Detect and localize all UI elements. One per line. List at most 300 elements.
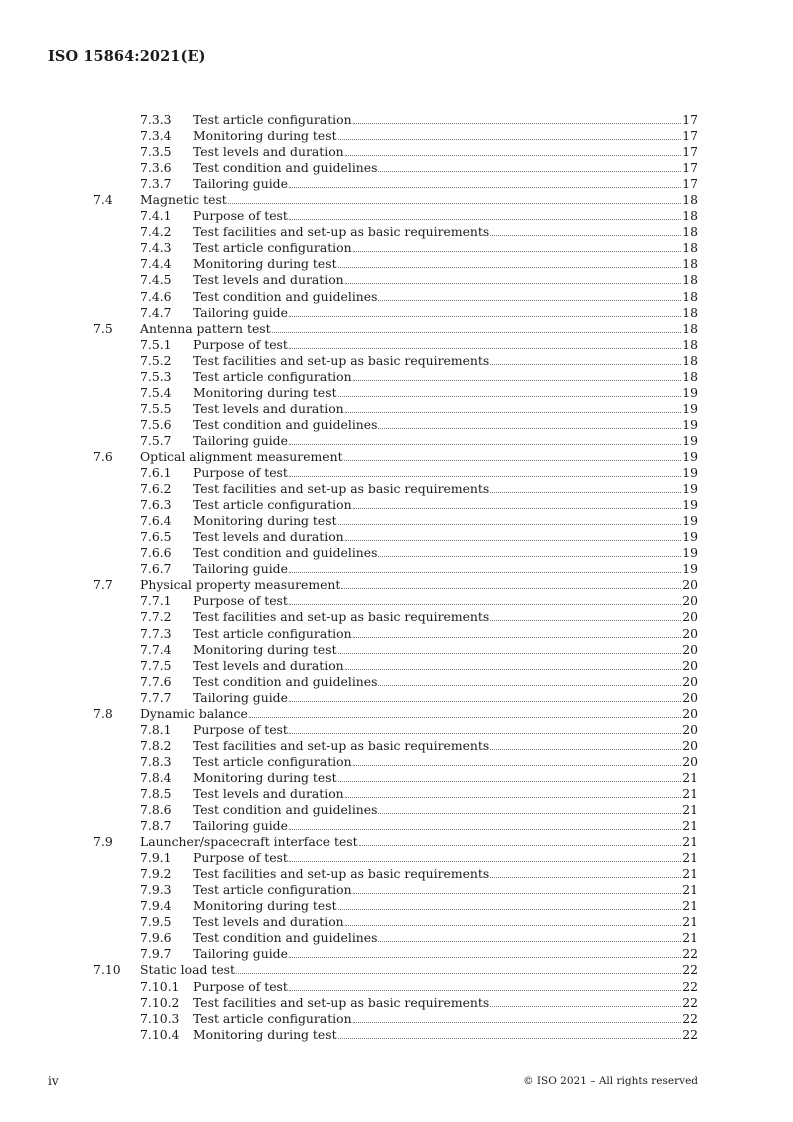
toc-entry-page: 18 <box>682 240 698 256</box>
toc-entry[interactable] <box>0 449 793 465</box>
toc-entry-title: Test article configuration <box>193 753 352 769</box>
toc-entry-title: Tailoring guide <box>193 432 288 448</box>
toc-entry[interactable] <box>0 850 793 866</box>
toc-dot-leader <box>353 112 681 124</box>
toc-entry-line <box>193 979 698 995</box>
toc-entry-number: 7.8.3 <box>140 753 172 769</box>
toc-entry-number: 7.4.5 <box>140 272 172 288</box>
toc-entry-line <box>193 305 698 321</box>
toc-entry[interactable] <box>0 417 793 433</box>
toc-entry-line <box>140 192 698 208</box>
toc-entry-page: 22 <box>682 962 698 978</box>
toc-dot-leader <box>353 497 681 509</box>
toc-entry-page: 21 <box>682 818 698 834</box>
toc-entry-number: 7.10.3 <box>140 1010 180 1026</box>
toc-entry[interactable] <box>0 658 793 674</box>
toc-entry-number: 7.4.3 <box>140 240 172 256</box>
toc-entry[interactable] <box>0 593 793 609</box>
toc-entry-number: 7.4.4 <box>140 256 172 272</box>
toc-entry[interactable] <box>0 337 793 353</box>
toc-entry[interactable] <box>0 224 793 240</box>
toc-entry-line <box>193 786 698 802</box>
toc-entry-line <box>193 561 698 577</box>
toc-entry-number: 7.8.1 <box>140 721 172 737</box>
toc-entry[interactable] <box>0 642 793 658</box>
toc-entry[interactable] <box>0 401 793 417</box>
toc-entry-line <box>193 818 698 834</box>
toc-entry-title: Purpose of test <box>193 978 288 994</box>
toc-dot-leader <box>289 176 681 188</box>
toc-entry-title: Test levels and duration <box>193 529 344 545</box>
toc-entry-title: Purpose of test <box>193 208 288 224</box>
toc-entry-line <box>193 208 698 224</box>
toc-entry-number: 7.4.1 <box>140 208 172 224</box>
toc-entry-title: Monitoring during test <box>193 384 337 400</box>
toc-entry[interactable] <box>0 738 793 754</box>
toc-dot-leader <box>289 465 681 477</box>
toc-entry-number: 7.7.2 <box>140 609 172 625</box>
toc-entry-title: Test condition and guidelines <box>193 930 378 946</box>
toc-entry[interactable] <box>0 144 793 160</box>
toc-entry-number: 7.8.7 <box>140 818 172 834</box>
toc-entry-line <box>140 706 698 722</box>
toc-dot-leader <box>338 513 681 525</box>
toc-entry[interactable] <box>0 208 793 224</box>
toc-dot-leader <box>490 481 681 493</box>
toc-dot-leader <box>338 1027 681 1039</box>
toc-entry[interactable] <box>0 240 793 256</box>
toc-entry-number: 7.6.7 <box>140 561 172 577</box>
toc-entry-line <box>193 497 698 513</box>
toc-entry[interactable] <box>0 882 793 898</box>
toc-entry-line <box>193 176 698 192</box>
toc-entry-title: Test levels and duration <box>193 272 344 288</box>
toc-entry-page: 20 <box>682 609 698 625</box>
toc-entry-page: 21 <box>682 866 698 882</box>
toc-dot-leader <box>378 545 681 557</box>
toc-entry-page: 22 <box>682 978 698 994</box>
toc-entry-number: 7.6.4 <box>140 513 172 529</box>
toc-entry[interactable] <box>0 1011 793 1027</box>
toc-entry-line <box>193 240 698 256</box>
toc-dot-leader <box>353 882 681 894</box>
toc-entry-page: 17 <box>682 176 698 192</box>
toc-entry-line <box>140 962 698 978</box>
toc-entry-line <box>193 337 698 353</box>
toc-entry-title: Tailoring guide <box>193 176 288 192</box>
toc-entry-number: 7.6.6 <box>140 545 172 561</box>
toc-entry-title: Magnetic test <box>140 192 227 208</box>
toc-entry-page: 18 <box>682 304 698 320</box>
toc-dot-leader <box>345 658 681 670</box>
toc-dot-leader <box>378 674 681 686</box>
toc-entry-title: Test levels and duration <box>193 144 344 160</box>
toc-entry-title: Purpose of test <box>193 721 288 737</box>
toc-entry-line <box>193 353 698 369</box>
toc-entry[interactable] <box>0 674 793 690</box>
toc-entry-page: 18 <box>682 256 698 272</box>
toc-entry-line <box>193 433 698 449</box>
toc-entry-page: 20 <box>682 705 698 721</box>
toc-entry-number: 7.7 <box>93 577 113 593</box>
toc-entry-page: 18 <box>682 288 698 304</box>
toc-entry-number: 7.5.2 <box>140 352 172 368</box>
toc-entry-line <box>193 272 698 288</box>
toc-entry-title: Test article configuration <box>193 240 352 256</box>
toc-entry-page: 22 <box>682 1010 698 1026</box>
toc-entry-line <box>193 609 698 625</box>
toc-entry[interactable] <box>0 513 793 529</box>
toc-entry-line <box>193 465 698 481</box>
toc-entry-page: 20 <box>682 577 698 593</box>
toc-entry[interactable] <box>0 529 793 545</box>
toc-entry[interactable] <box>0 369 793 385</box>
toc-entry[interactable] <box>0 770 793 786</box>
toc-entry-page: 19 <box>682 513 698 529</box>
toc-entry-title: Monitoring during test <box>193 1026 337 1042</box>
toc-entry-title: Tailoring guide <box>193 946 288 962</box>
toc-entry-page: 19 <box>682 432 698 448</box>
toc-dot-leader <box>228 192 681 204</box>
toc-entry-line <box>193 401 698 417</box>
toc-entry-number: 7.4.6 <box>140 288 172 304</box>
toc-entry-page: 20 <box>682 689 698 705</box>
toc-entry[interactable] <box>0 192 793 208</box>
toc-dot-leader <box>490 609 681 621</box>
toc-entry-number: 7.9.1 <box>140 850 172 866</box>
toc-entry-line <box>193 513 698 529</box>
toc-entry-line <box>193 369 698 385</box>
toc-entry-number: 7.10.4 <box>140 1026 180 1042</box>
toc-entry-line <box>140 834 698 850</box>
toc-entry-title: Test condition and guidelines <box>193 802 378 818</box>
toc-entry[interactable] <box>0 930 793 946</box>
toc-entry-title: Purpose of test <box>193 850 288 866</box>
toc-entry-page: 19 <box>682 465 698 481</box>
toc-dot-leader <box>353 1011 681 1023</box>
toc-entry[interactable] <box>0 545 793 561</box>
toc-entry-number: 7.9.4 <box>140 898 172 914</box>
toc-entry-page: 20 <box>682 673 698 689</box>
toc-entry-line <box>193 722 698 738</box>
toc-entry[interactable] <box>0 1027 793 1043</box>
toc-entry[interactable] <box>0 321 793 337</box>
toc-entry-number: 7.7.7 <box>140 689 172 705</box>
toc-entry[interactable] <box>0 898 793 914</box>
toc-dot-leader <box>338 256 681 268</box>
toc-dot-leader <box>345 914 681 926</box>
toc-entry-title: Test levels and duration <box>193 785 344 801</box>
toc-entry-number: 7.5 <box>93 320 113 336</box>
toc-entry-page: 19 <box>682 561 698 577</box>
toc-dot-leader <box>289 818 681 830</box>
toc-entry-line <box>193 128 698 144</box>
toc-entry-page: 22 <box>682 1026 698 1042</box>
toc-entry-line <box>193 481 698 497</box>
toc-entry-page: 19 <box>682 545 698 561</box>
toc-entry-title: Antenna pattern test <box>140 320 271 336</box>
toc-entry-title: Purpose of test <box>193 593 288 609</box>
toc-entry-title: Monitoring during test <box>193 513 337 529</box>
toc-entry-number: 7.7.1 <box>140 593 172 609</box>
toc-dot-leader <box>289 433 681 445</box>
toc-entry-number: 7.5.6 <box>140 416 172 432</box>
toc-entry[interactable] <box>0 465 793 481</box>
toc-dot-leader <box>353 240 681 252</box>
toc-dot-leader <box>490 353 681 365</box>
toc-entry-line <box>193 642 698 658</box>
toc-entry-line <box>140 449 698 465</box>
toc-entry-page: 22 <box>682 994 698 1010</box>
toc-entry[interactable] <box>0 128 793 144</box>
toc-entry-title: Test facilities and set-up as basic requirements <box>193 866 490 882</box>
toc-entry-title: Test levels and duration <box>193 657 344 673</box>
toc-entry[interactable] <box>0 289 793 305</box>
toc-entry-line <box>193 898 698 914</box>
toc-entry-line <box>193 754 698 770</box>
toc-entry[interactable] <box>0 305 793 321</box>
toc-entry-title: Test levels and duration <box>193 400 344 416</box>
toc-dot-leader <box>353 626 681 638</box>
toc-entry-title: Test facilities and set-up as basic requirements <box>193 737 490 753</box>
toc-entry-page: 17 <box>682 144 698 160</box>
toc-entry[interactable] <box>0 176 793 192</box>
toc-entry-title: Optical alignment measurement <box>140 448 343 464</box>
toc-entry-number: 7.8.4 <box>140 769 172 785</box>
toc-dot-leader <box>338 770 681 782</box>
toc-entry-page: 18 <box>682 336 698 352</box>
toc-entry-number: 7.3.6 <box>140 160 172 176</box>
toc-entry-line <box>193 385 698 401</box>
toc-entry[interactable] <box>0 385 793 401</box>
toc-entry-title: Test condition and guidelines <box>193 416 378 432</box>
toc-entry-number: 7.6.1 <box>140 465 172 481</box>
toc-entry-number: 7.9.6 <box>140 930 172 946</box>
toc-dot-leader <box>378 417 681 429</box>
toc-entry-page: 19 <box>682 481 698 497</box>
toc-entry-page: 21 <box>682 785 698 801</box>
toc-entry-title: Test article configuration <box>193 882 352 898</box>
toc-entry-title: Test condition and guidelines <box>193 673 378 689</box>
toc-entry[interactable] <box>0 433 793 449</box>
toc-entry-title: Tailoring guide <box>193 689 288 705</box>
toc-entry-title: Test article configuration <box>193 1010 352 1026</box>
toc-entry[interactable] <box>0 112 793 128</box>
toc-entry-title: Dynamic balance <box>140 705 248 721</box>
toc-entry-page: 19 <box>682 497 698 513</box>
toc-entry-page: 21 <box>682 802 698 818</box>
toc-entry[interactable] <box>0 577 793 593</box>
toc-entry-line <box>193 866 698 882</box>
toc-entry-title: Monitoring during test <box>193 641 337 657</box>
toc-dot-leader <box>341 577 681 589</box>
toc-entry[interactable] <box>0 754 793 770</box>
toc-entry[interactable] <box>0 786 793 802</box>
toc-entry-line <box>193 529 698 545</box>
toc-dot-leader <box>338 898 681 910</box>
toc-entry-number: 7.5.4 <box>140 384 172 400</box>
toc-entry[interactable] <box>0 706 793 722</box>
toc-entry-title: Tailoring guide <box>193 304 288 320</box>
toc-dot-leader <box>490 738 681 750</box>
toc-entry-page: 18 <box>682 272 698 288</box>
toc-entry-title: Test facilities and set-up as basic requirements <box>193 481 490 497</box>
toc-entry[interactable] <box>0 626 793 642</box>
toc-entry-line <box>193 144 698 160</box>
toc-entry-line <box>193 658 698 674</box>
toc-entry[interactable] <box>0 690 793 706</box>
toc-dot-leader <box>344 449 681 461</box>
toc-entry-line <box>193 224 698 240</box>
toc-entry-title: Tailoring guide <box>193 561 288 577</box>
toc-dot-leader <box>289 337 681 349</box>
toc-entry-number: 7.9.7 <box>140 946 172 962</box>
toc-entry-number: 7.6.3 <box>140 497 172 513</box>
toc-entry-page: 21 <box>682 834 698 850</box>
toc-entry-page: 17 <box>682 128 698 144</box>
toc-entry-number: 7.10 <box>93 962 121 978</box>
toc-entry-number: 7.6.5 <box>140 529 172 545</box>
toc-entry-line <box>140 577 698 593</box>
toc-entry-line <box>193 946 698 962</box>
toc-entry-line <box>193 738 698 754</box>
toc-entry-line <box>193 112 698 128</box>
toc-entry-line <box>193 995 698 1011</box>
toc-dot-leader <box>338 642 681 654</box>
toc-entry-number: 7.9 <box>93 834 113 850</box>
toc-entry-line <box>193 882 698 898</box>
toc-entry[interactable] <box>0 497 793 513</box>
toc-entry-line <box>193 770 698 786</box>
toc-entry-number: 7.8.5 <box>140 785 172 801</box>
toc-entry-title: Test facilities and set-up as basic requirements <box>193 224 490 240</box>
toc-entry-number: 7.4 <box>93 192 113 208</box>
toc-entry-title: Test facilities and set-up as basic requirements <box>193 609 490 625</box>
toc-entry-title: Static load test <box>140 962 236 978</box>
toc-entry-number: 7.5.7 <box>140 432 172 448</box>
toc-dot-leader <box>272 321 681 333</box>
toc-dot-leader <box>378 289 681 301</box>
toc-entry-number: 7.9.3 <box>140 882 172 898</box>
toc-dot-leader <box>249 706 681 718</box>
toc-entry-title: Purpose of test <box>193 336 288 352</box>
toc-dot-leader <box>289 593 681 605</box>
toc-dot-leader <box>353 754 681 766</box>
toc-entry[interactable] <box>0 481 793 497</box>
toc-entry[interactable] <box>0 962 793 978</box>
document-id: ISO 15864:2021(E) <box>48 48 206 65</box>
toc-entry-title: Test article configuration <box>193 368 352 384</box>
toc-dot-leader <box>338 385 681 397</box>
toc-entry-page: 19 <box>682 448 698 464</box>
toc-entry[interactable] <box>0 802 793 818</box>
toc-entry-line <box>193 545 698 561</box>
toc-entry-page: 20 <box>682 625 698 641</box>
toc-entry-number: 7.6.2 <box>140 481 172 497</box>
toc-entry[interactable] <box>0 946 793 962</box>
toc-entry-page: 20 <box>682 641 698 657</box>
toc-entry[interactable] <box>0 995 793 1011</box>
toc-entry[interactable] <box>0 353 793 369</box>
toc-entry-title: Test article configuration <box>193 497 352 513</box>
toc-entry[interactable] <box>0 609 793 625</box>
toc-entry[interactable] <box>0 256 793 272</box>
toc-entry-title: Monitoring during test <box>193 769 337 785</box>
toc-dot-leader <box>490 995 681 1007</box>
toc-entry-title: Purpose of test <box>193 465 288 481</box>
toc-entry-page: 20 <box>682 657 698 673</box>
toc-entry-page: 20 <box>682 593 698 609</box>
toc-entry-page: 20 <box>682 737 698 753</box>
toc-entry[interactable] <box>0 866 793 882</box>
toc-entry[interactable] <box>0 914 793 930</box>
toc-entry-title: Tailoring guide <box>193 818 288 834</box>
toc-entry-line <box>193 417 698 433</box>
toc-entry[interactable] <box>0 561 793 577</box>
toc-entry-number: 7.5.1 <box>140 336 172 352</box>
toc-entry-line <box>193 289 698 305</box>
toc-entry-number: 7.3.7 <box>140 176 172 192</box>
toc-entry-page: 18 <box>682 208 698 224</box>
toc-entry[interactable] <box>0 818 793 834</box>
toc-entry-page: 18 <box>682 320 698 336</box>
toc-entry-title: Monitoring during test <box>193 128 337 144</box>
toc-entry-line <box>193 930 698 946</box>
toc-dot-leader <box>289 208 681 220</box>
toc-entry[interactable] <box>0 834 793 850</box>
toc-dot-leader <box>289 305 681 317</box>
toc-dot-leader <box>345 401 681 413</box>
toc-dot-leader <box>490 866 681 878</box>
toc-entry-number: 7.9.2 <box>140 866 172 882</box>
toc-entry-line <box>193 690 698 706</box>
toc-entry-line <box>193 626 698 642</box>
toc-entry-title: Test levels and duration <box>193 914 344 930</box>
toc-entry-title: Physical property measurement <box>140 577 341 593</box>
toc-dot-leader <box>289 722 681 734</box>
toc-dot-leader <box>345 144 681 156</box>
toc-entry[interactable] <box>0 979 793 995</box>
toc-dot-leader <box>289 690 681 702</box>
toc-dot-leader <box>490 224 681 236</box>
toc-entry-number: 7.3.3 <box>140 112 172 127</box>
toc-entry-line <box>193 1027 698 1043</box>
toc-dot-leader <box>345 786 681 798</box>
toc-dot-leader <box>353 369 681 381</box>
toc-entry-page: 21 <box>682 914 698 930</box>
table-of-contents <box>0 112 793 1043</box>
toc-entry-number: 7.3.4 <box>140 128 172 144</box>
toc-dot-leader <box>345 529 681 541</box>
toc-dot-leader <box>345 272 681 284</box>
toc-entry-page: 20 <box>682 753 698 769</box>
toc-entry[interactable] <box>0 160 793 176</box>
toc-entry-line <box>193 674 698 690</box>
toc-entry[interactable] <box>0 272 793 288</box>
toc-entry-page: 21 <box>682 898 698 914</box>
toc-entry-number: 7.4.7 <box>140 304 172 320</box>
toc-entry-line <box>193 802 698 818</box>
toc-entry-title: Monitoring during test <box>193 898 337 914</box>
toc-entry-page: 19 <box>682 384 698 400</box>
toc-dot-leader <box>289 850 681 862</box>
toc-entry-line <box>193 914 698 930</box>
toc-entry[interactable] <box>0 722 793 738</box>
toc-dot-leader <box>378 802 681 814</box>
toc-entry-title: Test condition and guidelines <box>193 545 378 561</box>
toc-entry-page: 19 <box>682 416 698 432</box>
toc-entry-number: 7.10.1 <box>140 978 180 994</box>
